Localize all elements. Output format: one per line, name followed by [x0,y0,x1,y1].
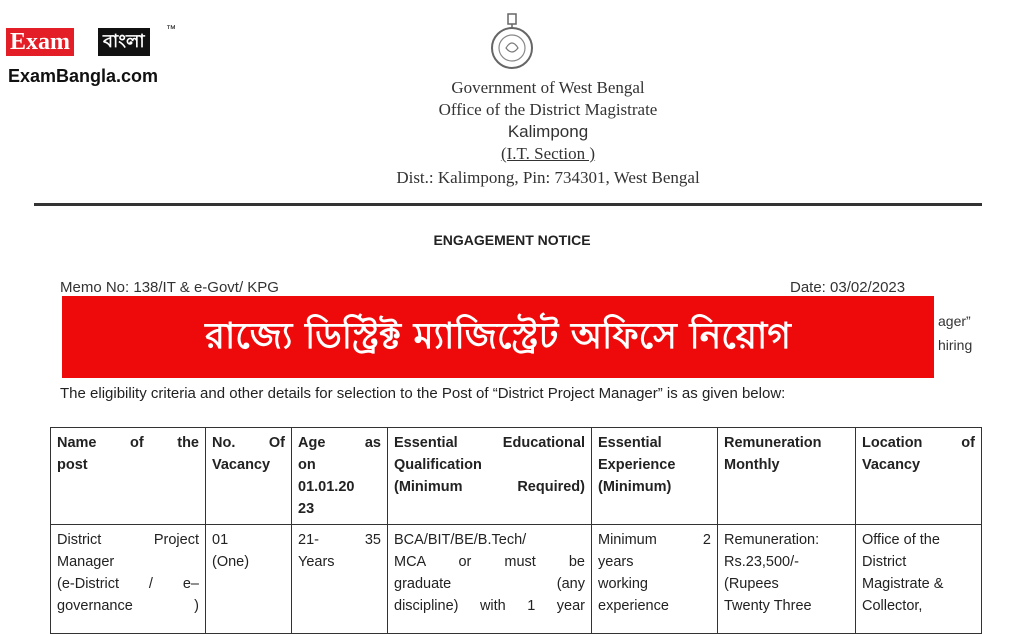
cell-line: Vacancy [212,457,271,473]
cell-line: Remuneration [724,435,822,451]
cell-line: Name of the [57,435,199,451]
header-divider [34,203,982,206]
cell-line: Monthly [724,457,780,473]
cell-line: 21- 35 [298,532,381,548]
cell-line: Essential [598,435,662,451]
cell-line: years [598,554,634,570]
cell-line: Manager [57,554,115,570]
cell-line: District Project [57,532,199,548]
header-address: Dist.: Kalimpong, Pin: 734301, West Bengal [396,168,700,187]
headline-banner: রাজ্যে ডিস্ট্রিক্ট ম্যাজিস্ট্রেট অফিসে নিয়োগ [62,296,934,378]
header-office: Office of the District Magistrate [438,100,658,119]
cell-line: 23 [298,501,315,517]
cell-qualification [388,525,592,634]
cell-line: Qualification [394,457,482,473]
header-cell-qualification [388,428,592,525]
table-header-row [51,428,982,525]
cell-line: (Minimum Required) [394,479,585,495]
notice-title: ENGAGEMENT NOTICE [433,232,591,248]
cell-line: graduate (any [394,576,585,592]
cell-line: Twenty Three [724,598,812,614]
cell-line: 01 [212,532,229,548]
cell-line: (One) [212,554,250,570]
cell-line: Office of the [862,532,940,548]
cell-line: on [298,457,316,473]
text-fragment: hiring [938,337,973,353]
cell-line: (e-District / e– [57,576,199,592]
text-fragment: ager” [938,313,971,329]
header-cell-location [856,428,982,525]
vacancy-table [50,427,982,634]
header-district: Kalimpong [507,122,589,141]
header-cell-experience [592,428,718,525]
logo-bangla: বাংলা [98,28,150,56]
cell-line: No. Of [212,435,285,451]
cell-line: 01.01.20 [298,479,355,495]
state-emblem-icon [478,8,546,76]
cell-line: working [598,576,648,592]
cell-line: Location of [862,435,975,451]
logo-exam: Exam [6,28,74,56]
cell-line: experience [598,598,669,614]
cell-line: Remuneration: [724,532,820,548]
logo-site-name: ExamBangla.com [8,66,159,86]
cell-experience [592,525,718,634]
notice-date: Date: 03/02/2023 [790,279,906,296]
header-cell-remuneration [718,428,856,525]
cell-line: (Minimum) [598,479,672,495]
cell-name-of-post [51,525,206,634]
memo-number: Memo No: 138/IT & e-Govt/ KPG [60,279,279,296]
cell-line: Magistrate & [862,576,944,592]
cell-line: Experience [598,457,676,473]
cell-line: governance ) [57,598,199,614]
header-section: (I.T. Section ) [500,144,596,163]
cell-age [292,525,388,634]
cell-line: Minimum 2 [598,532,711,548]
header-government: Government of West Bengal [451,78,645,97]
cell-no-of-vacancy [206,525,292,634]
table-row [51,525,982,634]
cell-line: Essential Educational [394,435,585,451]
cell-line: District [862,554,907,570]
cell-line: BCA/BIT/BE/B.Tech/ [394,532,527,548]
header-cell-no-of-vacancy [206,428,292,525]
eligibility-intro: The eligibility criteria and other details for selection to the Post of “District Project Manager” is as given below: [60,385,786,402]
cell-line: discipline) with 1 year [394,598,585,614]
cell-line: (Rupees [724,576,779,592]
cell-line: Age as [298,435,381,451]
cell-line: Years [298,554,335,570]
cell-line: post [57,457,88,473]
header-cell-name-of-post [51,428,206,525]
cell-line: Vacancy [862,457,921,473]
cell-location [856,525,982,634]
cell-remuneration [718,525,856,634]
header-cell-age [292,428,388,525]
cell-line: Rs.23,500/- [724,554,799,570]
logo-trademark: ™ [166,24,176,35]
cell-line: MCA or must be [394,554,585,570]
cell-line: Collector, [862,598,923,614]
